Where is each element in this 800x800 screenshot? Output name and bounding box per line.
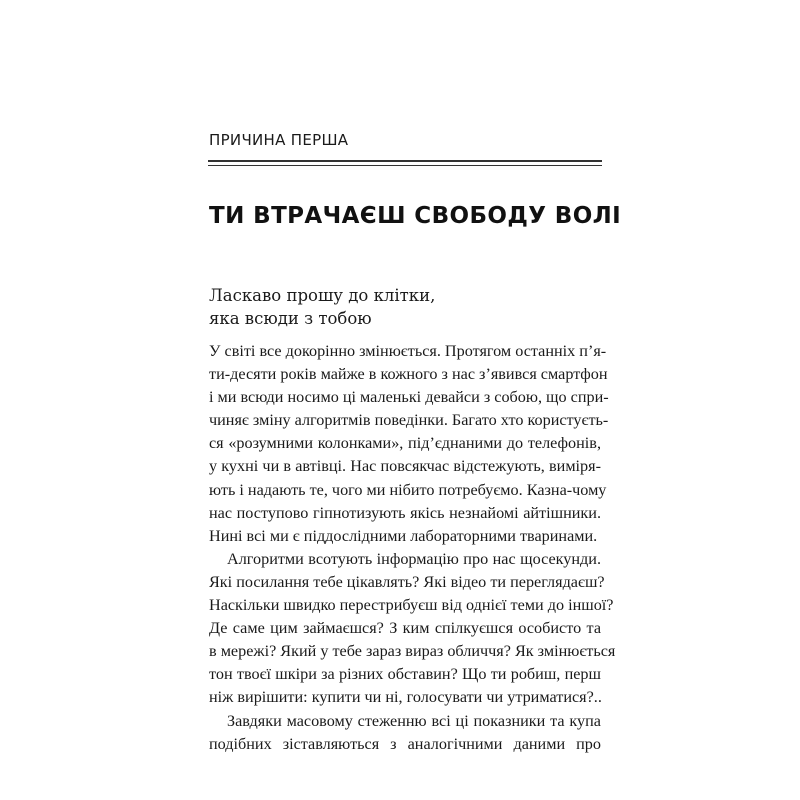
body-line: в мережі? Який у тебе зараз вираз обличчя? Як змінюється (209, 642, 616, 661)
body-line: Алгоритми всотують інформацію про нас щосекунди. (227, 549, 601, 568)
body-line: тон твоєї шкіри за різних обставин? Що ти робиш, перш (209, 665, 601, 684)
subheading-line-2: яка всюди з тобою (209, 309, 372, 328)
header-rule-top (208, 160, 602, 162)
header-rule-bottom (208, 165, 602, 166)
body-line: ють і надають те, чого ми нібито потребуємо. Казна-чому (209, 480, 607, 499)
chapter-title: ТИ ВТРАЧАЄШ СВОБОДУ ВОЛІ (209, 203, 622, 229)
body-line: Які посилання тебе цікавлять? Які відео ти переглядаєш? (209, 572, 605, 591)
body-line: Наскільки швидко перестрибуєш від однієї теми до іншої? (209, 596, 614, 615)
body-line: ти-десяти років майже в кожного з нас з’явився смартфон (209, 365, 608, 384)
body-line: нас поступово гіпнотизують якісь незнайомі айтішники. (209, 503, 601, 522)
chapter-label: ПРИЧИНА ПЕРША (209, 131, 349, 149)
body-line: Завдяки масовому стеженню всі ці показники та купа (227, 711, 601, 730)
body-line: подібних зіставляються з аналогічними даними про (209, 734, 601, 753)
body-line: чиняє зміну алгоритмів поведінки. Багато хто користуєть- (209, 411, 609, 430)
section-subheading (209, 284, 435, 330)
subheading-line-1: Ласкаво прошу до клітки, (209, 286, 436, 305)
body-line: Нині всі ми є піддослідними лабораторними тваринами. (209, 526, 598, 545)
body-text (209, 340, 616, 756)
body-line: Де саме цим займаєшся? З ким спілкуєшся особисто та (209, 619, 601, 638)
body-line: у кухні чи в автівці. Нас повсякчас відстежують, виміря- (209, 457, 601, 476)
body-line: і ми всюди носимо ці маленькі девайси з собою, що спри- (209, 388, 609, 407)
body-line: У світі все докорінно змінюється. Протягом останніх п’я- (209, 342, 607, 360)
body-line: ніж вирішити: купити чи ні, голосувати чи утриматися?.. (209, 688, 602, 707)
body-line: ся «розумними колонками», під’єднаними до телефонів, (209, 434, 601, 453)
